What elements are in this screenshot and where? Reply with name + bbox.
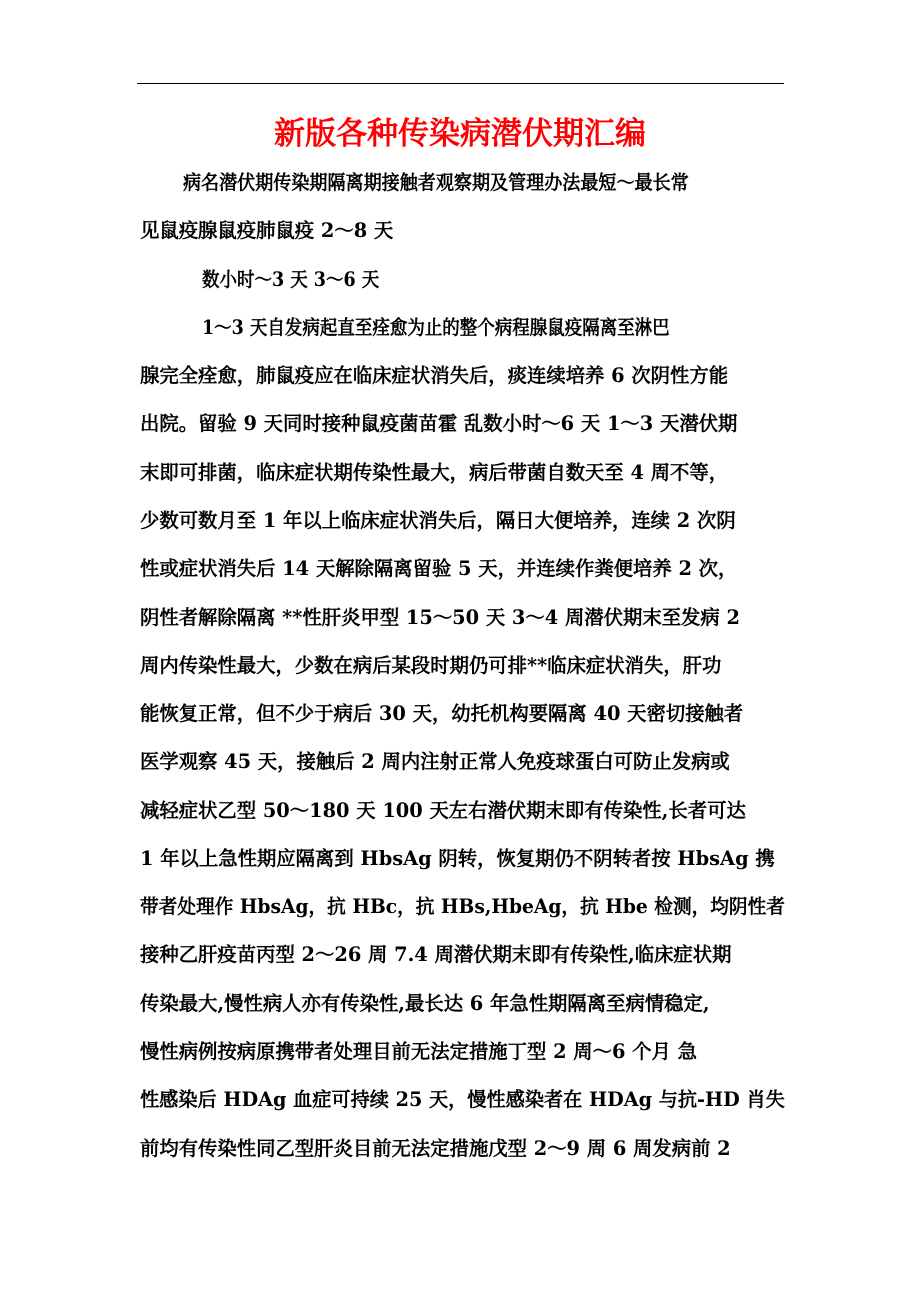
document-title: 新版各种传染病潜伏期汇编 <box>274 116 646 152</box>
text-line: 病名潜伏期传染期隔离期接触者观察期及管理办法最短～最长常 <box>183 171 689 194</box>
text-line: 见鼠疫腺鼠疫肺鼠疫 2～8 天 <box>140 219 394 242</box>
text-line: 出院。留验 9 天同时接种鼠疫菌苗霍 乱数小时～6 天 1～3 天潜伏期 <box>140 412 738 435</box>
text-line: 性感染后 HDAg 血症可持续 25 天，慢性感染者在 HDAg 与抗-HD 肖失 <box>140 1088 785 1111</box>
text-line: 能恢复正常，但不少于病后 30 天，幼托机构要隔离 40 天密切接触者 <box>140 702 744 725</box>
text-line: 阴性者解除隔离 **性肝炎甲型 15～50 天 3～4 周潜伏期末至发病 2 <box>140 606 740 629</box>
text-line: 周内传染性最大，少数在病后某段时期仍可排**临床症状消失，肝功 <box>140 654 722 677</box>
text-line: 1～3 天自发病起直至痊愈为止的整个病程腺鼠疫隔离至淋巴 <box>202 316 670 339</box>
text-line: 减轻症状乙型 50～180 天 100 天左右潜伏期末即有传染性,长者可达 <box>140 799 746 822</box>
text-line: 带者处理作 HbsAg，抗 HBc，抗 HBs,HbeAg，抗 Hbe 检测，均阴性者 <box>140 895 785 918</box>
text-line: 性或症状消失后 14 天解除隔离留验 5 天，并连续作粪便培养 2 次， <box>140 557 738 580</box>
header-rule <box>137 83 784 84</box>
text-line: 接种乙肝疫苗丙型 2～26 周 7.4 周潜伏期末即有传染性,临床症状期 <box>140 943 732 966</box>
text-line: 传染最大,慢性病人亦有传染性,最长达 6 年急性期隔离至病情稳定, <box>140 992 710 1015</box>
text-line: 数小时～3 天 3～6 天 <box>202 268 380 291</box>
text-line: 少数可数月至 1 年以上临床症状消失后，隔日大便培养，连续 2 次阴 <box>140 509 736 532</box>
text-line: 慢性病例按病原携带者处理目前无法定措施丁型 2 周～6 个月 急 <box>140 1040 697 1063</box>
text-line: 末即可排菌，临床症状期传染性最大，病后带菌自数天至 4 周不等， <box>140 461 729 484</box>
text-line: 医学观察 45 天，接触后 2 周内注射正常人免疫球蛋白可防止发病或 <box>140 750 730 773</box>
text-line: 1 年以上急性期应隔离到 HbsAg 阴转，恢复期仍不阴转者按 HbsAg 携 <box>140 847 775 870</box>
text-line: 前均有传染性同乙型肝炎目前无法定措施戊型 2～9 周 6 周发病前 2 <box>140 1137 731 1160</box>
text-line: 腺完全痊愈，肺鼠疫应在临床症状消失后，痰连续培养 6 次阴性方能 <box>140 364 729 387</box>
